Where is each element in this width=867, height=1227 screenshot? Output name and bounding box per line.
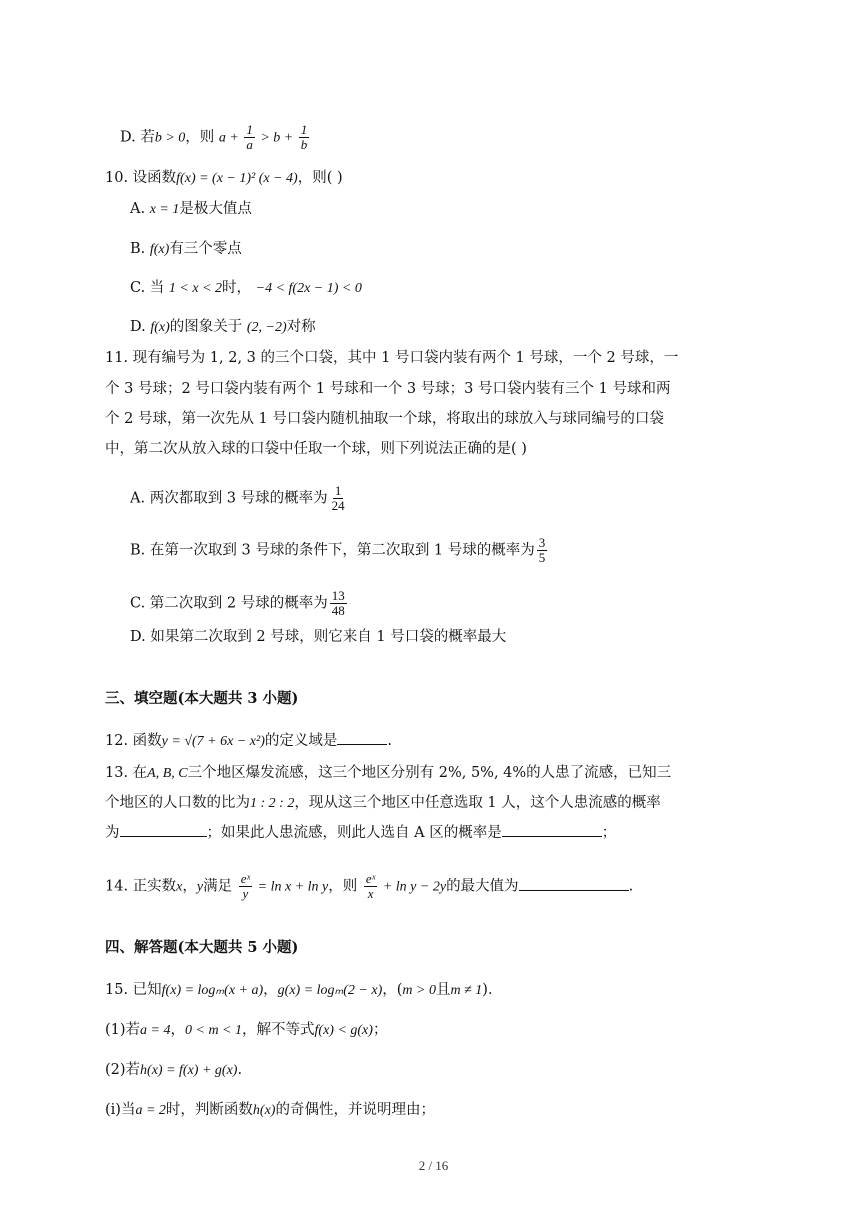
q10-option-d: D. f(x)的图象关于 (2, −2)对称 xyxy=(130,319,316,335)
q11-option-a: A. 两次都取到 3 号球的概率为 $\frac{1}{24}$ xyxy=(130,483,345,513)
q10-option-a: A. x = 1是极大值点 xyxy=(130,201,252,217)
page-number: 2 / 16 xyxy=(418,1158,449,1173)
q11-line-1: 11. 现有编号为 1, 2, 3 的三个口袋，其中 1 号口袋内装有两个 1 号球，一个 2 号球，一 xyxy=(105,350,679,366)
q10-option-b: B. f(x)有三个零点 xyxy=(130,241,242,257)
q11-line-3: 个 2 号球，第一次先从 1 号口袋内随机抽取一个球，将取出的球放入与球同编号的口袋 xyxy=(105,411,664,427)
q10-option-c: C. 当 1 < x < 2时， −4 < f(2x − 1) < 0 xyxy=(130,280,362,296)
q11-option-c: C. 第二次取到 2 号球的概率为 $\frac{13}{48}$ xyxy=(130,588,345,618)
q10-stem: 10. 设函数f(x) = (x − 1)² (x − 4)，则( ) xyxy=(105,170,343,186)
q11-option-b: B. 在第一次取到 3 号球的条件下，第二次取到 1 号球的概率为 $\frac{3}{5}$ xyxy=(130,535,546,565)
q15-part-1: (1)若a = 4，0 < m < 1，解不等式f(x) < g(x)； xyxy=(105,1022,388,1038)
q15-part-2i: (i)当a = 2时，判断函数h(x)的奇偶性，并说明理由； xyxy=(105,1102,435,1118)
section-heading-solutions: 四、解答题(本大题共 5 小题) xyxy=(105,939,299,956)
section-heading-fill-in: 三、填空题(本大题共 3 小题) xyxy=(105,690,299,707)
q15-part-2: (2)若h(x) = f(x) + g(x). xyxy=(105,1062,243,1078)
q13-line-1: 13. 在A, B, C三个地区爆发流感，这三个地区分别有 2%, 5%, 4%的人患了流感，已知三 xyxy=(105,765,672,781)
q11-option-d: D. 如果第二次取到 2 号球，则它来自 1 号口袋的概率最大 xyxy=(130,629,507,645)
q14: 14. 正实数x，y满足 $\frac{\text{eˣ}}{y}$ = ln x + ln y，则 $\frac{\text{eˣ}}{x}$ + ln y − 2y的最大值为 . xyxy=(105,871,634,901)
q13-line-2: 个地区的人口数的比为1 : 2 : 2，现从这三个地区中任意选取 1 人，这个人患流感的概率 xyxy=(105,795,661,811)
q9-option-d: D. 若b > 0，则 a + $\frac{1}{a}$ > b + $\frac{1}{b}$ xyxy=(120,122,308,152)
q11-line-4: 中，第二次从放入球的口袋中任取一个球，则下列说法正确的是( ) xyxy=(105,441,527,457)
q11-line-2: 个 3 号球；2 号口袋内装有两个 1 号球和一个 3 号球；3 号口袋内装有三个 1 号球和两 xyxy=(105,381,671,397)
q12: 12. 函数y = √(7 + 6x − x²)的定义域是 . xyxy=(105,733,392,749)
q13-line-3: 为 ；如果此人患流感，则此人选自 A 区的概率是 ； xyxy=(105,825,617,841)
q15-stem: 15. 已知f(x) = logₘ(x + a)，g(x) = logₘ(2 − x)，(m > 0且m ≠ 1)． xyxy=(105,982,503,998)
